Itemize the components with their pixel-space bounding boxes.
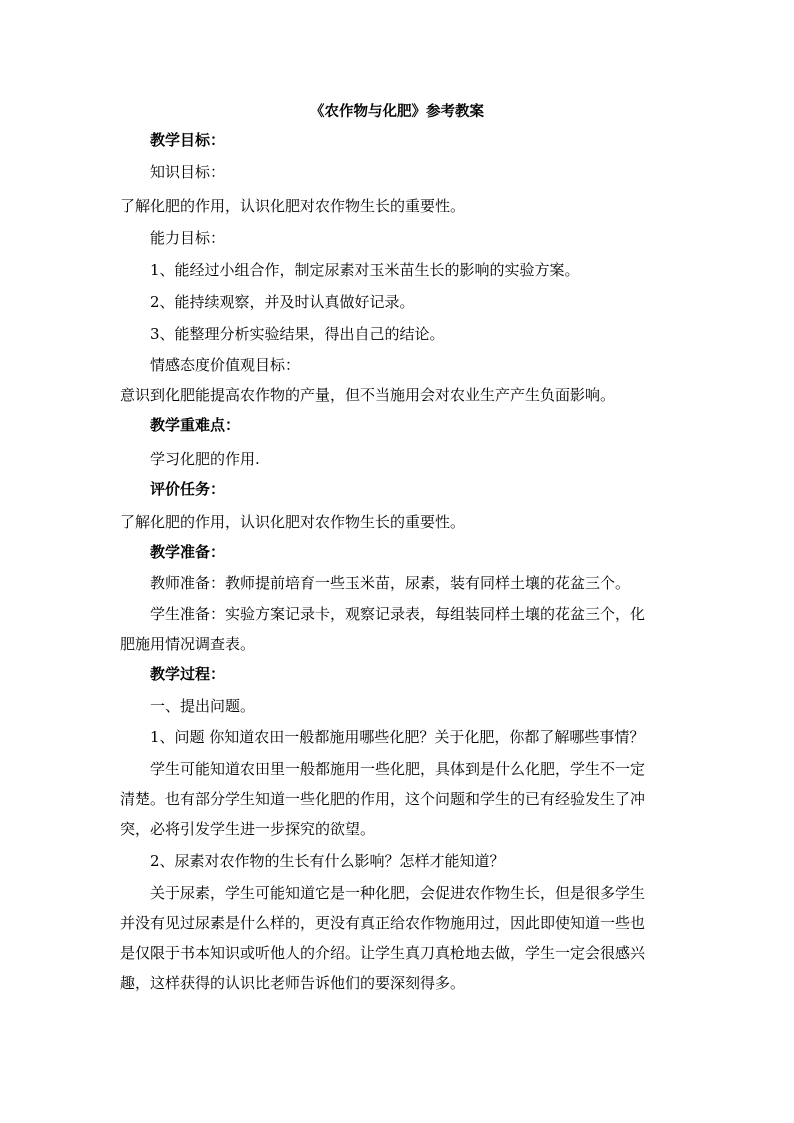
paragraph-line: 知识目标： [150, 163, 226, 181]
paragraph-line: 意识到化肥能提高农作物的产量，但不当施用会对农业生产产生负面影响。 [120, 386, 616, 404]
paragraph-line: 1、能经过小组合作，制定尿素对玉米苗生长的影响的实验方案。 [150, 261, 580, 279]
paragraph-line: 学习化肥的作用. [150, 450, 260, 468]
heading-evaluation-task: 评价任务： [150, 480, 226, 498]
paragraph-line: 关于尿素，学生可能知道它是一种化肥，会促进农作物生长，但是很多学生 [150, 884, 646, 902]
paragraph-line: 2、能持续观察，并及时认真做好记录。 [150, 293, 415, 311]
paragraph-line: 肥施用情况调查表。 [120, 635, 256, 653]
paragraph-line: 是仅限于书本知识或听他人的介绍。让学生真刀真枪地去做，学生一定会很感兴 [120, 944, 646, 962]
heading-teaching-goals: 教学目标： [150, 131, 226, 149]
paragraph-line: 一、提出问题。 [150, 697, 256, 715]
document-title: 《农作物与化肥》参考教案 [310, 103, 484, 120]
paragraph-line: 学生可能知道农田里一般都施用一些化肥，具体到是什么化肥，学生不一定 [150, 760, 646, 778]
paragraph-line: 并没有见过尿素是什么样的，更没有真正给农作物施用过，因此即使知道一些也 [120, 914, 646, 932]
paragraph-line: 2、尿素对农作物的生长有什么影响？怎样才能知道？ [150, 852, 505, 870]
paragraph-line: 学生准备：实验方案记录卡，观察记录表，每组装同样土壤的花盆三个，化 [150, 605, 646, 623]
heading-key-points: 教学重难点： [150, 416, 241, 434]
paragraph-line: 能力目标： [150, 229, 226, 247]
paragraph-line: 了解化肥的作用，认识化肥对农作物生长的重要性。 [120, 513, 466, 531]
paragraph-line: 教师准备：教师提前培育一些玉米苗，尿素，装有同样土壤的花盆三个。 [150, 574, 631, 592]
paragraph-line: 突，必将引发学生进一步探究的欲望。 [120, 820, 376, 838]
paragraph-line: 了解化肥的作用，认识化肥对农作物生长的重要性。 [120, 197, 466, 215]
paragraph-line: 1、问题 你知道农田一般都施用哪些化肥？关于化肥，你都了解哪些事情？ [150, 728, 645, 746]
paragraph-line: 清楚。也有部分学生知道一些化肥的作用，这个问题和学生的已有经验发生了冲 [120, 790, 646, 808]
heading-teaching-preparation: 教学准备： [150, 543, 226, 561]
paragraph-line: 3、能整理分析实验结果，得出自己的结论。 [150, 325, 445, 343]
heading-teaching-process: 教学过程： [150, 665, 226, 683]
paragraph-line: 情感态度价值观目标： [150, 356, 301, 374]
paragraph-line: 趣，这样获得的认识比老师告诉他们的要深刻得多。 [120, 974, 466, 992]
